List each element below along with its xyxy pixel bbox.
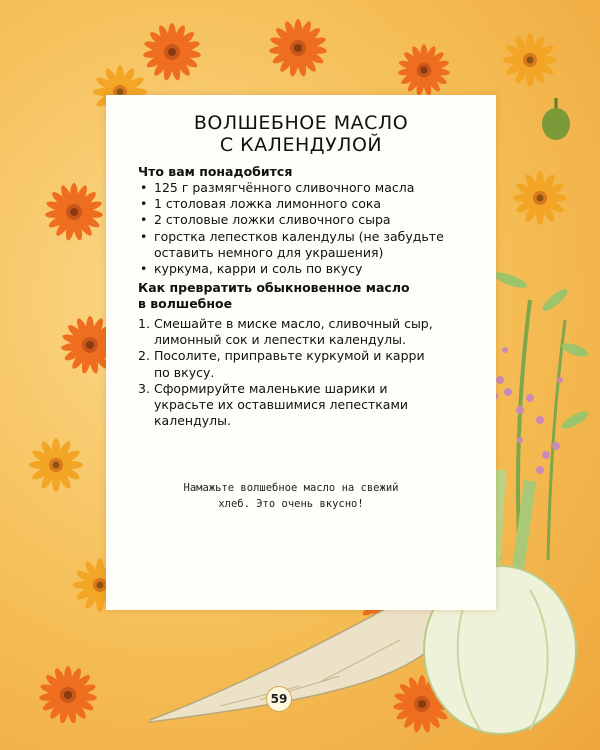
ingredients-list	[138, 180, 478, 277]
step-number: 1.	[138, 316, 150, 331]
step-text: Сформируйте маленькие шарики и украсьте их оставшимися лепестками календулы.	[154, 380, 408, 429]
calendula-flower-icon	[143, 23, 202, 81]
calendula-flower-icon	[45, 183, 104, 241]
list-item: • куркума, карри и соль по вкусу	[138, 261, 478, 277]
calendula-flower-icon	[39, 666, 98, 724]
page-title	[106, 112, 496, 156]
list-item	[138, 381, 438, 430]
list-item: • горстка лепестков календулы (не забудьте оставить немного для украшения)	[138, 229, 478, 261]
serving-tip	[166, 480, 416, 512]
list-item: • 125 г размягчённого сливочного масла	[138, 180, 478, 196]
calendula-flower-icon	[29, 438, 83, 492]
step-text: Смешайте в миске масло, сливочный сыр, лимонный сок и лепестки календулы.	[154, 316, 433, 348]
seed-pod-icon	[542, 98, 570, 140]
calendula-flower-icon	[269, 19, 328, 77]
list-item	[138, 348, 438, 380]
title-line-2: С КАЛЕНДУЛОЙ	[219, 134, 383, 156]
list-item	[138, 316, 438, 348]
step-text: Посолите, приправьте куркумой и карри по вкусу.	[154, 348, 425, 380]
page-number: 59	[266, 686, 292, 712]
ingredients-heading: Что вам понадобится	[138, 164, 293, 179]
method-heading	[138, 280, 458, 312]
tip-line-1: Намажьте волшебное масло на свежий	[183, 482, 399, 494]
calendula-flower-icon	[398, 44, 451, 96]
step-number: 2.	[138, 348, 150, 364]
steps-list	[138, 316, 438, 429]
title-line-1: ВОЛШЕБНОЕ МАСЛО	[193, 112, 409, 134]
step-number: 3.	[138, 380, 150, 396]
list-item: • 2 столовые ложки сливочного сыра	[138, 212, 478, 228]
calendula-flower-icon	[503, 33, 557, 87]
tip-line-2: хлеб. Это очень вкусно!	[218, 498, 364, 510]
list-item: • 1 столовая ложка лимонного сока	[138, 196, 478, 212]
method-heading-line-2: в волшебное	[138, 296, 233, 311]
calendula-flower-icon	[513, 171, 567, 225]
method-heading-line-1: Как превратить обыкновенное масло	[138, 280, 410, 295]
